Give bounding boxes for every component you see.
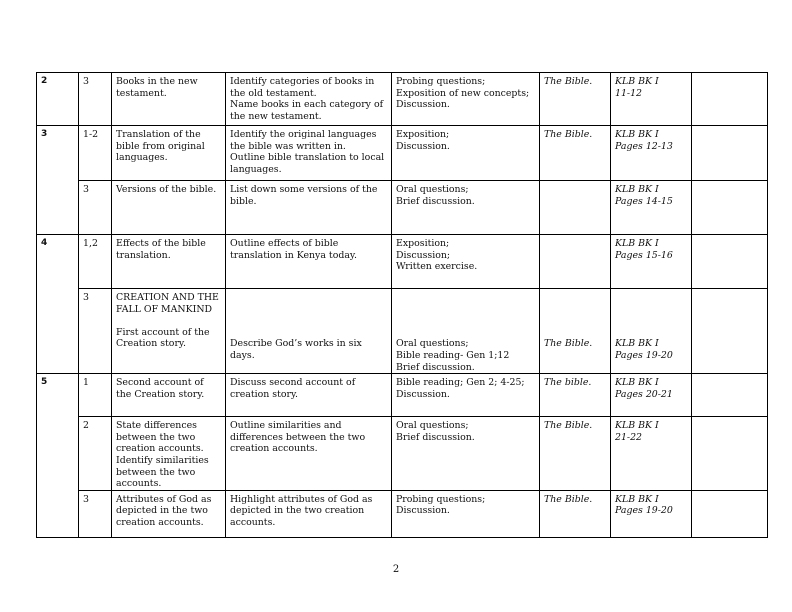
table-row <box>37 374 768 417</box>
table-row <box>37 490 768 537</box>
objectives-cell: Outline similarities and differences between the two creation accounts. <box>226 417 392 491</box>
objectives-cell: Describe God’s works in six days. <box>226 289 392 374</box>
topic-cell: Second account of the Creation story. <box>112 374 226 417</box>
week-cell: 5 <box>37 374 79 538</box>
resources-cell: The Bible. <box>540 417 611 491</box>
table-row <box>37 181 768 235</box>
topic-cell: CREATION AND THE FALL OF MANKIND First account of the Creation story. <box>112 289 226 374</box>
methods-cell: Bible reading; Gen 2; 4-25; Discussion. <box>392 374 540 417</box>
remarks-cell <box>692 417 768 491</box>
table-row <box>37 73 768 126</box>
references-cell: KLB BK I 21-22 <box>611 417 692 491</box>
page-number: 2 <box>392 564 400 575</box>
objectives-cell: List down some versions of the bible. <box>226 181 392 235</box>
lesson-cell: 1 <box>79 374 112 417</box>
objectives-cell: Identify categories of books in the old testament. Name books in each category of the new testament. <box>226 73 392 126</box>
methods-cell: Probing questions; Exposition of new concepts; Discussion. <box>392 73 540 126</box>
remarks-cell <box>692 73 768 126</box>
objectives-cell: Outline effects of bible translation in Kenya today. <box>226 235 392 289</box>
topic-cell: Attributes of God as depicted in the two creation accounts. <box>112 490 226 537</box>
week-cell: 3 <box>37 126 79 235</box>
topic-cell: Effects of the bible translation. <box>112 235 226 289</box>
resources-cell: The Bible. <box>540 126 611 181</box>
resources-cell: The Bible. <box>540 289 611 374</box>
objectives-cell: Identify the original languages the bible was written in. Outline bible translation to local languages. <box>226 126 392 181</box>
references-cell: KLB BK I Pages 19-20 <box>611 490 692 537</box>
references-cell: KLB BK I 11-12 <box>611 73 692 126</box>
methods-cell: Exposition; Discussion; Written exercise. <box>392 235 540 289</box>
references-cell: KLB BK I Pages 14-15 <box>611 181 692 235</box>
remarks-cell <box>692 289 768 374</box>
table-row <box>37 235 768 289</box>
lesson-cell: 1,2 <box>79 235 112 289</box>
references-cell: KLB BK I Pages 20-21 <box>611 374 692 417</box>
objectives-cell: Highlight attributes of God as depicted in the two creation accounts. <box>226 490 392 537</box>
lesson-cell: 1-2 <box>79 126 112 181</box>
resources-cell: The bible. <box>540 374 611 417</box>
methods-cell: Oral questions; Brief discussion. <box>392 417 540 491</box>
methods-cell: Oral questions; Brief discussion. <box>392 181 540 235</box>
resources-cell <box>540 235 611 289</box>
lesson-cell: 3 <box>79 73 112 126</box>
table-row <box>37 289 768 374</box>
resources-cell: The Bible. <box>540 490 611 537</box>
week-cell: 4 <box>37 235 79 374</box>
table-row <box>37 126 768 181</box>
table-row <box>37 417 768 491</box>
methods-cell: Exposition; Discussion. <box>392 126 540 181</box>
week-cell: 2 <box>37 73 79 126</box>
resources-cell <box>540 181 611 235</box>
scheme-of-work-table <box>36 72 768 538</box>
references-cell: KLB BK I Pages 15-16 <box>611 235 692 289</box>
lesson-cell: 3 <box>79 289 112 374</box>
topic-cell: State differences between the two creation accounts. Identify similarities between the two accounts. <box>112 417 226 491</box>
references-cell: KLB BK I Pages 12-13 <box>611 126 692 181</box>
remarks-cell <box>692 490 768 537</box>
topic-cell: Versions of the bible. <box>112 181 226 235</box>
remarks-cell <box>692 181 768 235</box>
references-cell: KLB BK I Pages 19-20 <box>611 289 692 374</box>
remarks-cell <box>692 235 768 289</box>
remarks-cell <box>692 126 768 181</box>
objectives-cell: Discuss second account of creation story. <box>226 374 392 417</box>
lesson-cell: 2 <box>79 417 112 491</box>
lesson-cell: 3 <box>79 490 112 537</box>
remarks-cell <box>692 374 768 417</box>
methods-cell: Probing questions; Discussion. <box>392 490 540 537</box>
methods-cell: Oral questions; Bible reading- Gen 1;12 Brief discussion. <box>392 289 540 374</box>
topic-cell: Books in the new testament. <box>112 73 226 126</box>
topic-cell: Translation of the bible from original languages. <box>112 126 226 181</box>
lesson-cell: 3 <box>79 181 112 235</box>
resources-cell: The Bible. <box>540 73 611 126</box>
